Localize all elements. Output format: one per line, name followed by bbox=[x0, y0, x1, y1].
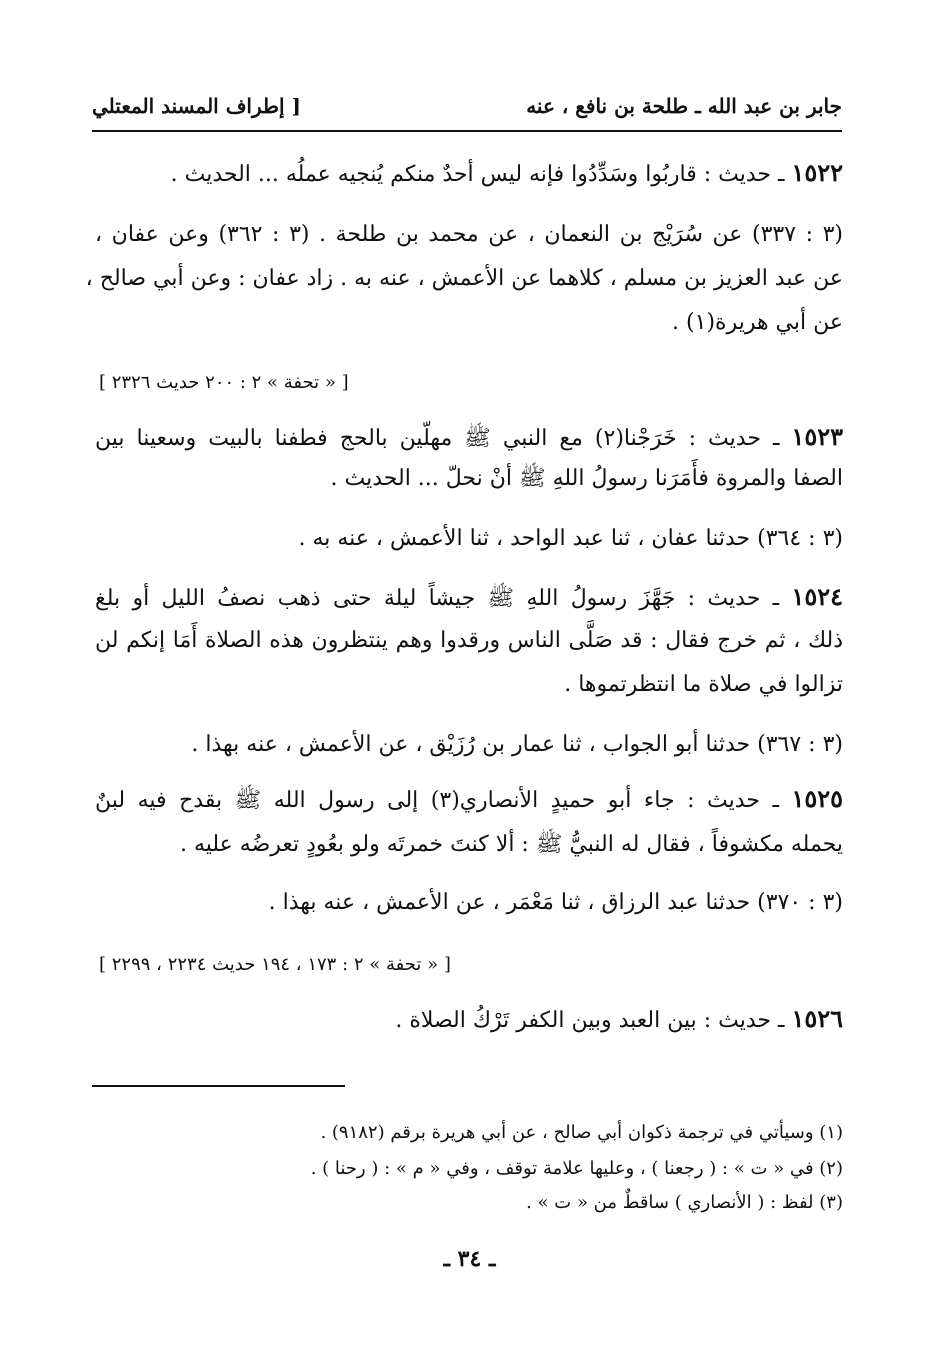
footnote-1: (١) وسيأتي في ترجمة ذكوان أبي صالح ، عن أبي هريرة برقم (٩١٨٢) . bbox=[320, 1122, 843, 1143]
hadith-1524-line-2: ذلك ، ثم خرج فقال : قد صَلَّى الناس ورقدوا وهم ينتظرون هذه الصلاة أَمَا إنكم لن bbox=[95, 628, 843, 653]
page-number: ـ ٣٤ ـ bbox=[443, 1246, 496, 1272]
hadith-text: ـ حديث : قاربُوا وسَدِّدُوا فإنه ليس أحدٌ منكم يُنجيه عملُه ... الحديث . bbox=[170, 162, 785, 187]
hadith-1523-title bbox=[95, 420, 843, 456]
hadith-number: ١٥٢٥ bbox=[791, 784, 844, 813]
hadith-1524-line-4: (٣ : ٣٦٧) حدثنا أبو الجواب ، ثنا عمار بن رُزَيْق ، عن الأعمش ، عنه بهذا . bbox=[191, 732, 843, 757]
hadith-text: ـ حديث : خَرَجْنا(٢) مع النبي ﷺ مهلّين بالحج فطفنا بالبيت وسعينا بين bbox=[95, 426, 780, 451]
header-book-title: [ إطراف المسند المعتلي bbox=[92, 94, 301, 118]
hadith-1525-reference: [ « تحفة » ٢ : ١٧٣ ، ١٩٤ حديث ٢٢٣٤ ، ٢٢٩٩ ] bbox=[99, 954, 451, 975]
footnote-2: (٢) في « ت » : ( رجعنا ) ، وعليها علامة توقف ، وفي « م » : ( رحنا ) . bbox=[310, 1158, 843, 1179]
hadith-1526-title bbox=[95, 1002, 843, 1038]
hadith-1525-line-2: يحمله مكشوفاً ، فقال له النبيُّ ﷺ : ألا كنتَ خمرتَه ولو بعُودٍ تعرضُه عليه . bbox=[179, 832, 843, 857]
header-chapter-title: جابر بن عبد الله ـ طلحة بن نافع ، عنه bbox=[526, 94, 842, 118]
hadith-1522-title bbox=[95, 156, 843, 192]
hadith-1522-line-3: عن عبد العزيز بن مسلم ، كلاهما عن الأعمش ، عنه به . زاد عفان : وعن أبي صالح ، bbox=[85, 266, 843, 291]
hadith-1525-line-3: (٣ : ٣٧٠) حدثنا عبد الرزاق ، ثنا مَعْمَر ، عن الأعمش ، عنه بهذا . bbox=[268, 890, 843, 915]
hadith-text: ـ حديث : بين العبد وبين الكفر تَرْكُ الصلاة . bbox=[395, 1008, 785, 1033]
hadith-1524-line-3: تزالوا في صلاة ما انتظرتموها . bbox=[564, 672, 843, 697]
hadith-number: ١٥٢٤ bbox=[791, 582, 843, 611]
hadith-1525-title bbox=[95, 782, 843, 818]
hadith-1523-line-3: (٣ : ٣٦٤) حدثنا عفان ، ثنا عبد الواحد ، ثنا الأعمش ، عنه به . bbox=[298, 526, 843, 551]
hadith-text: ـ حديث : جَهَّزَ رسولُ اللهِ ﷺ جيشاً ليلة حتى ذهب نصفُ الليل أو بلغ bbox=[95, 586, 780, 611]
footnote-3: (٣) لفظ : ( الأنصاري ) ساقطٌ من « ت » . bbox=[526, 1192, 843, 1213]
hadith-1523-line-2: الصفا والمروة فأَمَرَنا رسولُ اللهِ ﷺ أنْ نحلّ ... الحديث . bbox=[330, 466, 843, 491]
hadith-1522-reference: [ « تحفة » ٢ : ٢٠٠ حديث ٢٣٢٦ ] bbox=[99, 372, 349, 393]
hadith-1522-line-2: (٣ : ٣٣٧) عن سُرَيْج بن النعمان ، عن محمد بن طلحة . (٣ : ٣٦٢) وعن عفان ، bbox=[95, 222, 844, 247]
hadith-number: ١٥٢٢ bbox=[791, 158, 843, 187]
running-header bbox=[92, 82, 842, 132]
hadith-1522-line-4: عن أبي هريرة(١) . bbox=[672, 310, 843, 335]
hadith-text: ـ حديث : جاء أبو حميدٍ الأنصاري(٣) إلى رسول الله ﷺ بقدح فيه لبنٌ bbox=[95, 788, 779, 813]
hadith-1524-title bbox=[95, 580, 843, 616]
footnote-divider bbox=[92, 1085, 345, 1087]
hadith-number: ١٥٢٦ bbox=[791, 1004, 843, 1033]
hadith-number: ١٥٢٣ bbox=[791, 422, 843, 451]
